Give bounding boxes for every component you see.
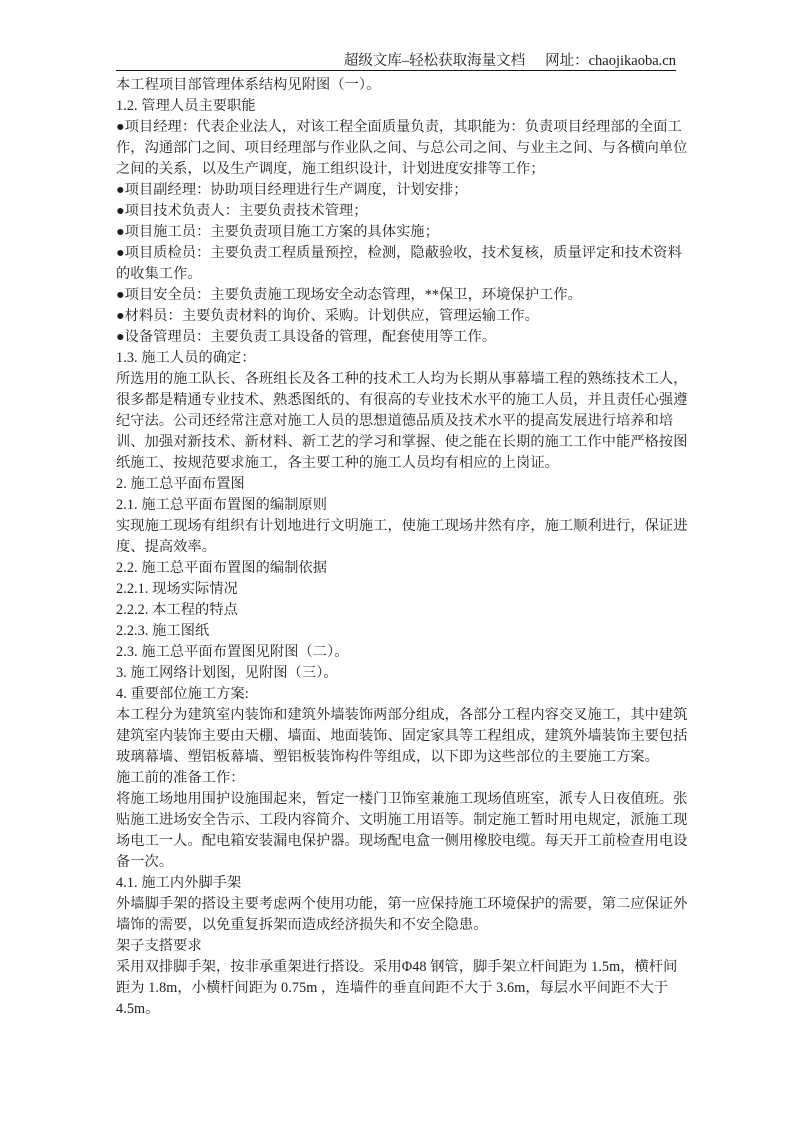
text-line: 很多都是精通专业技术、熟悉图纸的、有很高的专业技术水平的施工人员，并且责任心强遵 bbox=[116, 392, 688, 408]
text-line: ●项目质检员：主要负责工程质量预控，检测，隐蔽验收，技术复核，质量评定和技术资料 bbox=[116, 245, 682, 261]
text-line: 2.2.1. 现场实际情况 bbox=[116, 581, 238, 597]
text-line: 实现施工现场有组织有计划地进行文明施工，使施工现场井然有序，施工顺利进行，保证进 bbox=[116, 518, 688, 534]
text-line: 3. 施工网络计划图，见附图（三）。 bbox=[116, 665, 338, 681]
watermark-url bbox=[545, 49, 676, 70]
url-label: 网址： bbox=[545, 53, 589, 69]
watermark-site-text: 超级文库–轻松获取海量文档 bbox=[343, 53, 526, 69]
text-line: 纪守法。公司还经常注意对施工人员的思想道德品质及技术水平的提高发展进行培养和培 bbox=[116, 413, 674, 429]
text-line: 所选用的施工队长、各班组长及各工种的技术工人均为长期从事幕墙工程的熟练技术工人， bbox=[116, 371, 688, 387]
text-line: 4. 重要部位施工方案: bbox=[116, 686, 249, 702]
text-line: 2.2.3. 施工图纸 bbox=[116, 623, 210, 639]
text-line: 施工前的准备工作： bbox=[116, 770, 245, 786]
text-line: 距为 1.8m，小横杆间距为 0.75m ，连墙件的垂直间距不大于 3.6m，每层水平间距不大于 bbox=[116, 980, 669, 996]
text-line: 之间的关系，以及生产调度，施工组织设计，计划进度安排等工作； bbox=[116, 161, 545, 177]
text-line: 贴施工进场安全告示、工段内容简介、文明施工用语等。制定施工暂时用电规定，派施工现 bbox=[116, 812, 688, 828]
text-line: 训、加强对新技术、新材料、新工艺的学习和掌握、使之能在长期的施工工作中能严格按图 bbox=[116, 434, 688, 450]
text-line: 墙饰的需要，以免重复拆架而造成经济损失和不安全隐患。 bbox=[116, 917, 488, 933]
text-line: ●项目安全员：主要负责施工现场安全动态管理，**保卫，环境保护工作。 bbox=[116, 287, 582, 303]
text-line: 架子支搭要求 bbox=[116, 938, 202, 954]
text-line: 将施工场地用围护设施围起来，暂定一楼门卫饰室兼施工现场值班室，派专人日夜值班。张 bbox=[116, 791, 688, 807]
text-line: ●项目副经理：协助项目经理进行生产调度，计划安排； bbox=[116, 182, 468, 198]
header-divider bbox=[116, 70, 676, 71]
text-line: 2.2.2. 本工程的特点 bbox=[116, 602, 238, 618]
text-line: 2.2. 施工总平面布置图的编制依据 bbox=[116, 560, 328, 576]
text-line: ●项目经理：代表企业法人，对该工程全面质量负责，其职能为：负责项目经理部的全面工 bbox=[116, 119, 682, 135]
text-line: 采用双排脚手架，按非承重架进行搭设。采用Φ48 钢管，脚手架立杆间距为 1.5m，横杆间 bbox=[116, 959, 678, 975]
url-value: chaojikaoba.cn bbox=[588, 53, 676, 69]
text-line: 的收集工作。 bbox=[116, 266, 202, 282]
text-line: 纸施工、按规范要求施工，各主要工种的施工人员均有相应的上岗证。 bbox=[116, 455, 559, 471]
text-line: 场电工一人。配电箱安装漏电保护器。现场配电盒一侧用橡胶电缆。每天开工前检查用电设 bbox=[116, 833, 688, 849]
text-line: 1.3. 施工人员的确定： bbox=[116, 350, 256, 366]
text-line: 本工程项目部管理体系结构见附图（一）。 bbox=[116, 77, 381, 93]
text-line: 本工程分为建筑室内装饰和建筑外墙装饰两部分组成，各部分工程内容交叉施工，其中建筑 bbox=[116, 707, 688, 723]
text-line: ●材料员：主要负责材料的询价、采购。计划供应，管理运输工作。 bbox=[116, 308, 540, 324]
text-line: 外墙脚手架的搭设主要考虑两个使用功能，第一应保持施工环境保护的需要，第二应保证外 bbox=[116, 896, 688, 912]
text-line: ●项目技术负责人：主要负责技术管理； bbox=[116, 203, 368, 219]
text-line: 2.3. 施工总平面布置图见附图（二）。 bbox=[116, 644, 349, 660]
text-line: 2. 施工总平面布置图 bbox=[116, 476, 245, 492]
text-line: 度、提高效率。 bbox=[116, 539, 217, 555]
text-line: 玻璃幕墙、塑铝板幕墙、塑铝板装饰构件等组成，以下即为这些部位的主要施工方案。 bbox=[116, 749, 659, 765]
text-line: 1.2. 管理人员主要职能 bbox=[116, 98, 256, 114]
page-header bbox=[116, 49, 676, 70]
text-line: ●设备管理员：主要负责工具设备的管理，配套使用等工作。 bbox=[116, 329, 497, 345]
text-line: 4.1. 施工内外脚手架 bbox=[116, 875, 242, 891]
text-line: 2.1. 施工总平面布置图的编制原则 bbox=[116, 497, 328, 513]
text-line: 作，沟通部门之间、项目经理部与作业队之间、与总公司之间、与业主之间、与各横向单位 bbox=[116, 140, 688, 156]
text-line: 4.5m。 bbox=[116, 1001, 160, 1017]
text-line: ●项目施工员：主要负责项目施工方案的具体实施； bbox=[116, 224, 439, 240]
text-line: 建筑室内装饰主要由天棚、墙面、地面装饰、固定家具等工程组成，建筑外墙装饰主要包括 bbox=[116, 728, 688, 744]
document-body bbox=[116, 75, 688, 1020]
text-line: 备一次。 bbox=[116, 854, 174, 870]
